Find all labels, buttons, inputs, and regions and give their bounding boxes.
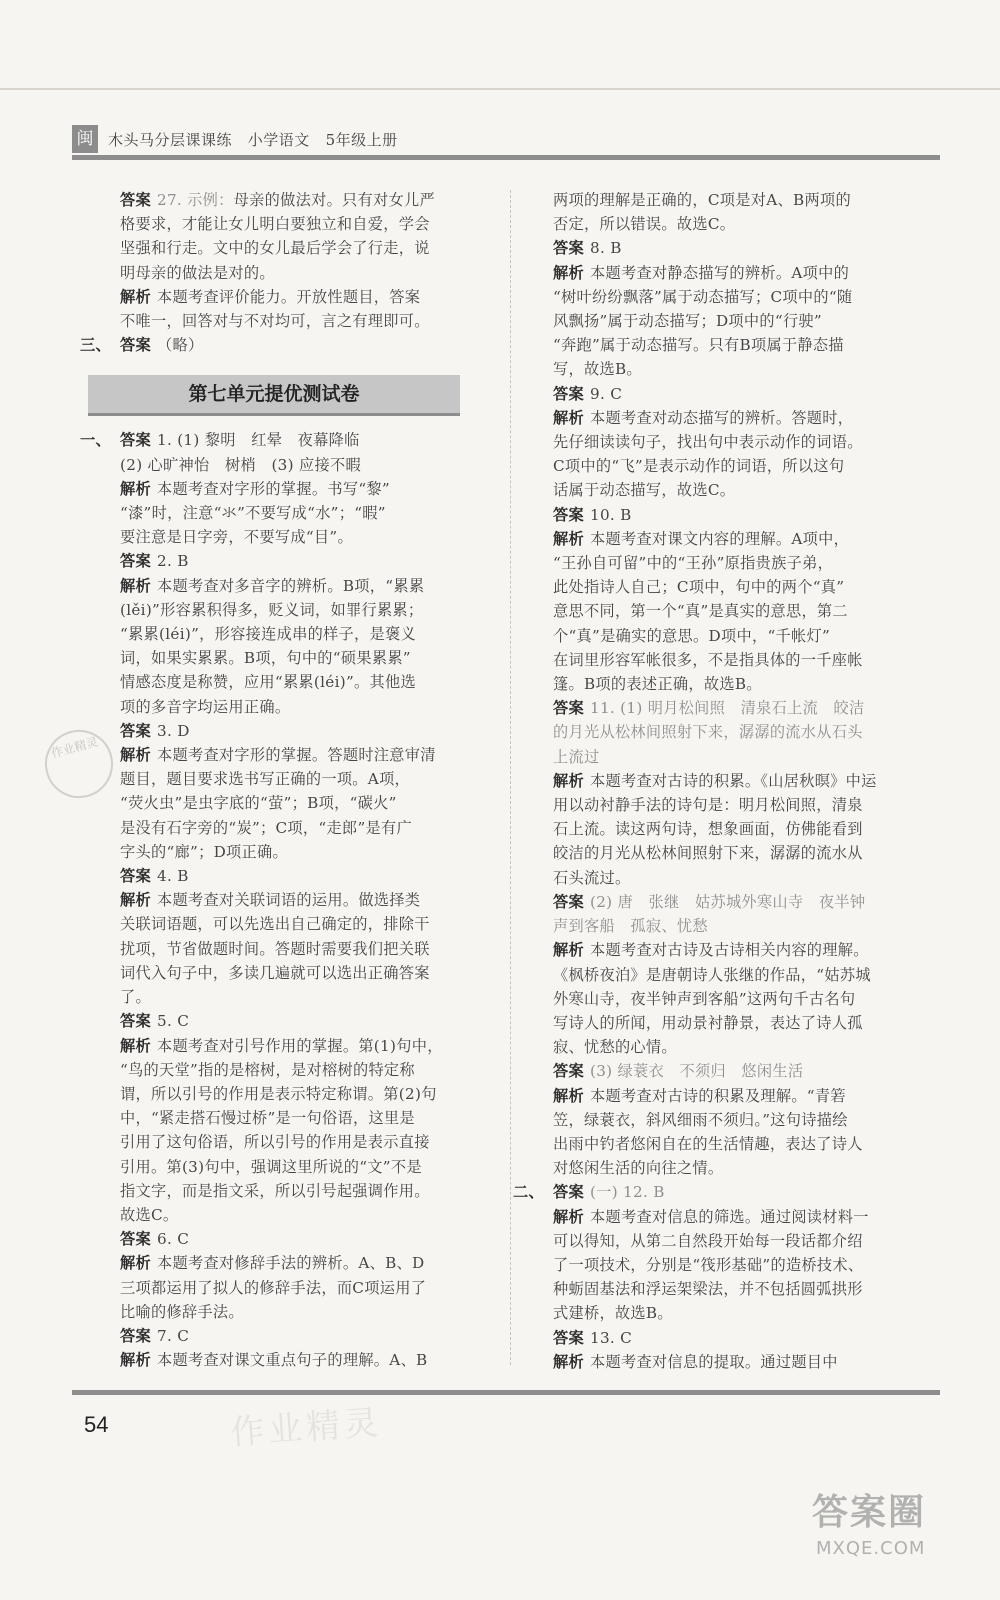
right-column	[513, 188, 931, 1374]
answer-label: 答案	[120, 191, 151, 209]
analysis-line	[80, 1348, 478, 1372]
line-text: （略）	[156, 336, 204, 355]
text-line	[553, 478, 931, 502]
line-text: 中，“紧走搭石慢过桥”是一句俗语，这里是	[120, 1109, 415, 1128]
line-text: 种蛎固基法和浮运架梁法，并不包括圆弧拱形	[553, 1280, 863, 1299]
text-line	[80, 1106, 478, 1130]
answer-line	[80, 188, 478, 212]
answer-line	[553, 236, 931, 260]
text-line	[80, 1130, 478, 1154]
corner-brand: 答案圈	[812, 1491, 927, 1533]
line-text: “鸟的天堂”指的是榕树，是对榕树的特定称	[120, 1060, 415, 1079]
line-text: (2) 心旷神怡 树梢 (3) 应接不暇	[120, 455, 361, 474]
top-edge-rule	[0, 88, 1000, 90]
answer-line	[80, 1227, 478, 1251]
text-line	[553, 987, 931, 1011]
line-text: 对悠闲生活的向往之情。	[553, 1159, 724, 1178]
answer-line	[553, 1059, 931, 1083]
text-line	[80, 937, 478, 961]
text-line	[553, 454, 931, 478]
right-body-block	[513, 188, 931, 1374]
text-line	[553, 1108, 931, 1132]
line-text: “荧火虫”是虫字底的“萤”；B项，“碳火”	[120, 794, 397, 813]
text-line	[553, 212, 931, 236]
answer-label: 答案	[553, 505, 584, 524]
answer-label: 答案	[120, 721, 151, 740]
answer-label: 答案	[553, 1062, 584, 1081]
answer-line	[553, 696, 931, 720]
line-text: 比喻的修辞手法。	[120, 1302, 244, 1321]
answer-line	[80, 864, 478, 888]
line-text: 写诗人的所闻，用动景衬静景，表达了诗人孤	[553, 1013, 863, 1032]
page-number: 54	[84, 1412, 109, 1437]
text-line	[553, 1229, 931, 1253]
analysis-label: 解析	[553, 263, 584, 282]
watermark-stamp: 作业精灵	[37, 722, 120, 805]
text-line	[553, 624, 931, 648]
text-line	[553, 963, 931, 987]
text-line	[553, 357, 931, 381]
text-line	[553, 430, 931, 454]
line-text: “树叶纷纷飘落”属于动态描写；C项中的“随	[553, 287, 853, 306]
line-text: 7. C	[156, 1326, 190, 1345]
analysis-label: 解析	[553, 529, 584, 548]
line-text: 本题考查对字形的掌握。书写“黎”	[156, 479, 390, 498]
line-text: (lěi)”形容累积得多，贬义词，如罪行累累；	[120, 600, 424, 619]
line-text: 《枫桥夜泊》是唐朝诗人张继的作品，“姑苏城	[553, 965, 871, 984]
line-text: 扰项，节省做题时间。答题时需要我们把关联	[120, 939, 430, 958]
line-text: 格要求，才能让女儿明白要独立和自爱，学会	[120, 215, 430, 234]
line-text: 9. C	[589, 384, 623, 403]
line-text: 的月光从松林间照射下来，潺潺的流水从石头	[553, 723, 863, 742]
text-line	[80, 961, 478, 985]
footer-rule	[72, 1390, 940, 1395]
text-line	[553, 1132, 931, 1156]
line-text: 不唯一，回答对与不对均可，言之有理即可。	[120, 312, 430, 331]
analysis-line	[80, 285, 478, 309]
answer-line	[80, 549, 478, 573]
line-text: 笠，绿蓑衣，斜风细雨不须归。”这句诗描绘	[553, 1110, 848, 1129]
line-text: 故选C。	[120, 1205, 179, 1224]
text-line	[553, 1156, 931, 1180]
text-line	[80, 816, 478, 840]
analysis-label: 解析	[553, 1086, 584, 1105]
line-text: 两项的理解是正确的，C项是对A、B两项的	[553, 191, 851, 209]
answer-label: 答案	[120, 867, 151, 886]
line-text: 在词里形容军帐很多，不是指具体的一千座帐	[553, 650, 863, 669]
text-line	[80, 1179, 478, 1203]
line-text: 个“真”是确实的意思。D项中，“千帐灯”	[553, 626, 831, 645]
analysis-label: 解析	[120, 746, 151, 765]
line-text: 情感态度是称赞，应用“累累(léi)”。其他选	[120, 673, 416, 692]
line-text: 本题考查对关联词语的运用。做选择类	[156, 891, 421, 910]
line-text: 本题考查对古诗的积累及理解。“青箬	[589, 1086, 846, 1105]
text-line	[553, 720, 931, 744]
line-text: 母亲的做法对。只有对女儿严	[233, 191, 435, 209]
text-line	[553, 1301, 931, 1325]
text-line	[553, 745, 931, 769]
analysis-line	[553, 1084, 931, 1108]
text-line	[80, 670, 478, 694]
line-text: 要注意是日字旁，不要写成“目”。	[120, 528, 353, 547]
text-line	[80, 646, 478, 670]
line-text: 字头的“廊”；D项正确。	[120, 842, 288, 861]
line-text: 本题考查对多音字的辨析。B项，“累累	[156, 576, 425, 595]
answer-label: 答案	[120, 431, 151, 450]
line-text: 2. B	[156, 552, 189, 571]
text-line	[80, 453, 478, 477]
line-text: 关联词语题，可以先选出自己确定的，排除干	[120, 915, 430, 934]
line-text: 11. (1) 明月松间照 清泉石上流 皎洁	[589, 699, 865, 718]
answer-label: 答案	[553, 892, 584, 911]
header-rule	[72, 155, 940, 160]
text-line	[553, 1035, 931, 1059]
answer-label: 答案	[553, 1183, 584, 1202]
analysis-line	[553, 938, 931, 962]
line-text: 引用。第(3)句中，强调这里所说的“文”不是	[120, 1157, 422, 1176]
line-text: 本题考查对信息的筛选。通过阅读材料一	[589, 1207, 869, 1226]
line-text: 本题考查对信息的提取。通过题目中	[589, 1352, 838, 1371]
analysis-line	[553, 1350, 931, 1374]
line-text: 坚强和行走。文中的女儿最后学会了行走，说	[120, 239, 430, 258]
analysis-line	[553, 1205, 931, 1229]
section-number: 二、	[513, 1183, 544, 1202]
line-text: (一) 12. B	[589, 1183, 665, 1202]
line-text: 式建桥，故选B。	[553, 1304, 673, 1323]
left-column	[80, 188, 478, 1372]
text-line	[80, 1058, 478, 1082]
line-text: 本题考查对引号作用的掌握。第(1)句中，	[156, 1036, 443, 1055]
text-line	[553, 866, 931, 890]
analysis-label: 解析	[553, 408, 584, 427]
text-line	[80, 525, 478, 549]
line-text: 风飘扬”属于动态描写；D项中的“行驶”	[553, 312, 822, 331]
text-line	[553, 793, 931, 817]
analysis-label: 解析	[553, 771, 584, 790]
text-line	[553, 188, 931, 212]
analysis-label: 解析	[120, 287, 151, 306]
analysis-label: 解析	[120, 1351, 151, 1370]
line-text: 指文字，而是指文采，所以引号起强调作用。	[120, 1181, 430, 1200]
line-text: 谓，所以引号的作用是表示特定称谓。第(2)句	[120, 1084, 437, 1103]
line-text: 本题考查对动态描写的辨析。答题时，	[589, 408, 854, 427]
text-line	[553, 914, 931, 938]
text-line	[553, 333, 931, 357]
analysis-label: 解析	[120, 479, 151, 498]
line-text: 皎洁的月光从松林间照射下来，潺潺的流水从	[553, 844, 863, 863]
text-line	[553, 817, 931, 841]
analysis-label: 解析	[120, 1036, 151, 1055]
answer-line	[80, 1009, 478, 1033]
text-line	[80, 912, 478, 936]
answer-label: 答案	[120, 336, 151, 355]
column-divider	[510, 190, 511, 1365]
analysis-label: 解析	[120, 891, 151, 910]
line-text: 3. D	[156, 721, 190, 740]
answer-line	[80, 1324, 478, 1348]
text-line	[553, 1011, 931, 1035]
text-line	[80, 1276, 478, 1300]
line-text: 本题考查评价能力。开放性题目，答案	[156, 287, 421, 306]
line-text: 了。	[120, 988, 151, 1007]
line-text: 10. B	[589, 505, 632, 524]
line-text: “王孙自可留”中的“王孙”原指贵族子弟，	[553, 554, 834, 573]
line-text: 引用了这句俗语，所以引号的作用是表示直接	[120, 1133, 430, 1152]
line-text: 5. C	[156, 1012, 190, 1031]
line-text: 本题考查对古诗及古诗相关内容的理解。	[589, 941, 869, 960]
text-line	[80, 767, 478, 791]
answer-label: 答案	[553, 239, 584, 258]
text-line	[80, 598, 478, 622]
line-text: 本题考查对课文内容的理解。A项中，	[589, 529, 850, 548]
answer-label: 答案	[120, 1326, 151, 1345]
line-text: 声到客船 孤寂、忧愁	[553, 917, 708, 936]
text-line	[80, 1300, 478, 1324]
answer-line	[553, 890, 931, 914]
line-text: 写，故选B。	[553, 360, 642, 379]
line-text: 本题考查对古诗的积累。《山居秋暝》中运	[589, 771, 877, 790]
line-text: “奔跑”属于动态描写。只有B项属于静态描	[553, 336, 844, 355]
text-line	[553, 551, 931, 575]
text-line	[553, 1277, 931, 1301]
analysis-label: 解析	[120, 576, 151, 595]
answer-line	[80, 719, 478, 743]
analysis-line	[553, 406, 931, 430]
line-text: 意思不同，第一个“真”是真实的意思，第二	[553, 602, 848, 621]
answer-line	[80, 333, 478, 357]
answer-label: 答案	[553, 699, 584, 718]
text-line	[80, 985, 478, 1009]
section-number: 一、	[80, 431, 111, 450]
analysis-line	[553, 769, 931, 793]
line-text: 本题考查对修辞手法的辨析。A、B、D	[156, 1254, 425, 1273]
line-text: 词，如果实累累。B项，句中的“硕果累累”	[120, 649, 411, 668]
line-text: 外寒山寺，夜半钟声到客船”这两句千古名句	[553, 989, 856, 1008]
analysis-line	[553, 261, 931, 285]
answer-label: 答案	[553, 1328, 584, 1347]
analysis-line	[80, 1251, 478, 1275]
analysis-line	[80, 743, 478, 767]
analysis-label: 解析	[553, 1352, 584, 1371]
line-text: 项的多音字均运用正确。	[120, 697, 291, 716]
text-line	[553, 841, 931, 865]
line-text: 用以动衬静手法的诗句是：明月松间照，清泉	[553, 796, 863, 815]
line-text: 本题考查对字形的掌握。答题时注意审清	[156, 746, 436, 765]
line-text: C项中的“飞”是表示动作的词语，所以这句	[553, 457, 845, 476]
section-number: 三、	[80, 336, 111, 355]
line-text: “漆”时，注意“氺”不要写成“水”；“暇”	[120, 504, 386, 523]
text-line	[80, 695, 478, 719]
line-text: 寂、忧愁的心情。	[553, 1038, 677, 1057]
line-text: 6. C	[156, 1230, 190, 1249]
text-line	[80, 309, 478, 333]
line-text: 石头流过。	[553, 868, 631, 887]
line-text: 明母亲的做法是对的。	[120, 263, 275, 282]
line-text: “累累(léi)”，形容接连成串的样子，是褒义	[120, 625, 416, 644]
line-text: 可以得知，从第二自然段开始每一段话都介绍	[553, 1231, 863, 1250]
line-text: (3) 绿蓑衣 不须归 悠闲生活	[589, 1062, 804, 1081]
analysis-label: 解析	[553, 941, 584, 960]
analysis-label: 解析	[120, 1254, 151, 1273]
text-line	[553, 599, 931, 623]
text-line	[80, 1155, 478, 1179]
line-text: 先仔细读读句子，找出句中表示动作的词语。	[553, 433, 863, 452]
text-line	[80, 1082, 478, 1106]
left-top-block	[80, 188, 478, 357]
text-line	[553, 1253, 931, 1277]
analysis-line	[80, 477, 478, 501]
answer-label: 答案	[120, 1012, 151, 1031]
answer-label: 答案	[553, 384, 584, 403]
answer-label: 答案	[120, 552, 151, 571]
line-text: 词代入句子中，多读几遍就可以选出正确答案	[120, 963, 430, 982]
text-line	[80, 622, 478, 646]
text-line	[553, 672, 931, 696]
answer-label: 答案	[120, 1230, 151, 1249]
line-text: 8. B	[589, 239, 622, 258]
left-body-block	[80, 428, 478, 1372]
answer-line	[553, 1326, 931, 1350]
line-text: 4. B	[156, 867, 189, 886]
line-text: 话属于动态描写，故选C。	[553, 481, 736, 500]
text-line	[80, 236, 478, 260]
corner-watermark-logo	[812, 1484, 980, 1584]
watermark-footer-text: 作业精灵	[229, 1402, 384, 1454]
answer-line	[80, 428, 478, 452]
line-text: 13. C	[589, 1328, 633, 1347]
line-text: 1. (1) 黎明 红晕 夜幕降临	[156, 431, 360, 450]
text-line	[553, 648, 931, 672]
line-text: 篷。B项的表述正确，故选B。	[553, 675, 762, 694]
line-text: 了一项技术，分别是“筏形基础”的造桥技术、	[553, 1255, 864, 1274]
text-line	[553, 309, 931, 333]
line-text: 本题考查对静态描写的辨析。A项中的	[589, 263, 850, 282]
line-text: (2) 唐 张继 姑苏城外寒山寺 夜半钟	[589, 892, 866, 911]
analysis-line	[553, 527, 931, 551]
line-text: 上流过	[553, 747, 600, 766]
answer-line	[513, 1180, 931, 1204]
header-title: 木头马分层课课练 小学语文 5年级上册	[108, 131, 398, 149]
line-text: 出雨中钓者悠闲自在的生活情趣，表达了诗人	[553, 1134, 863, 1153]
unit-title-banner: 第七单元提优测试卷	[88, 375, 460, 416]
text-line	[80, 1203, 478, 1227]
text-line	[80, 840, 478, 864]
answer-line	[553, 382, 931, 406]
analysis-label: 解析	[553, 1207, 584, 1226]
header-logo: 闽	[72, 125, 98, 153]
line-text: 是没有石字旁的“炭”；C项，“走郎”是有广	[120, 818, 412, 837]
text-line	[80, 791, 478, 815]
running-header	[72, 125, 940, 159]
line-text: 此处指诗人自己；C项中，句中的两个“真”	[553, 578, 845, 597]
line-text: 石上流。读这两句诗，想象画面，仿佛能看到	[553, 820, 863, 839]
text-line	[80, 261, 478, 285]
line-text: 三项都运用了拟人的修辞手法，而C项运用了	[120, 1278, 427, 1297]
analysis-line	[80, 574, 478, 598]
answer-line	[553, 503, 931, 527]
line-text: 本题考查对课文重点句子的理解。A、B	[156, 1351, 428, 1370]
answer-lead: 27. 示例：	[156, 191, 234, 209]
line-text: 否定，所以错误。故选C。	[553, 215, 736, 234]
analysis-line	[80, 1034, 478, 1058]
text-line	[80, 212, 478, 236]
line-text: 题目，题目要求选书写正确的一项。A项，	[120, 770, 411, 789]
text-line	[80, 501, 478, 525]
analysis-line	[80, 888, 478, 912]
text-line	[553, 575, 931, 599]
corner-url: MXQE.COM	[816, 1538, 926, 1559]
text-line	[553, 285, 931, 309]
